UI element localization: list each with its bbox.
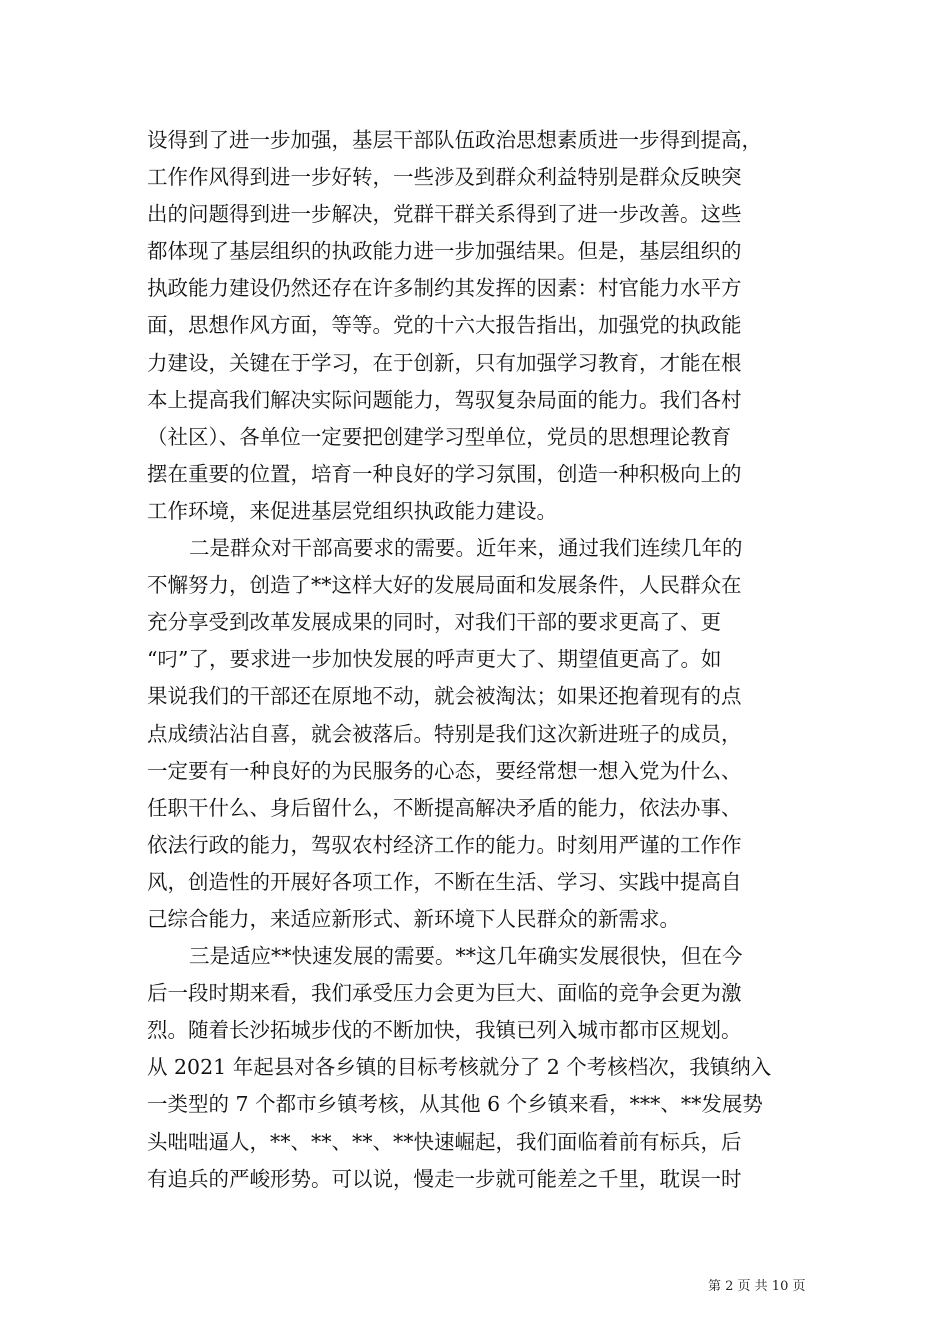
text-line: 出的问题得到进一步解决，党群干群关系得到了进一步改善。这些 xyxy=(147,202,742,227)
text-line: 后一段时期来看，我们承受压力会更为巨大、面临的竞争会更为激 xyxy=(147,981,742,1006)
text-line: “叼”了，要求进一步加快发展的呼声更大了、期望值更高了。如 xyxy=(147,647,722,672)
text-line: 本上提高我们解决实际问题能力，驾驭复杂局面的能力。我们各村 xyxy=(147,387,742,412)
document-body xyxy=(147,122,812,1198)
text-line: 面，思想作风方面，等等。党的十六大报告指出，加强党的执政能 xyxy=(147,313,742,338)
paragraph-first-line: 二是群众对干部高要求的需要。近年来，通过我们连续几年的 xyxy=(189,536,743,561)
paragraph-first-line: 三是适应**快速发展的需要。**这几年确实发展很快，但在今 xyxy=(189,944,743,969)
text-line: 己综合能力，来适应新形式、新环境下人民群众的新需求。 xyxy=(147,906,680,931)
text-line: 都体现了基层组织的执政能力进一步加强结果。但是，基层组织的 xyxy=(147,239,742,264)
text-line: 任职干什么、身后留什么，不断提高解决矛盾的能力，依法办事、 xyxy=(147,795,742,820)
text-line: 不懈努力，创造了**这样大好的发展局面和发展条件，人民群众在 xyxy=(147,573,742,598)
text-line: （社区）、各单位一定要把创建学习型单位，党员的思想理论教育 xyxy=(147,424,732,449)
text-line: 充分享受到改革发展成果的同时，对我们干部的要求更高了、更 xyxy=(147,610,721,635)
text-line: 从 2021 年起县对各乡镇的目标考核就分了 2 个考核档次，我镇纳入 xyxy=(147,1055,772,1080)
text-line: 依法行政的能力，驾驭农村经济工作的能力。时刻用严谨的工作作 xyxy=(147,832,742,857)
text-line: 一定要有一种良好的为民服务的心态，要经常想一想入党为什么、 xyxy=(147,758,742,783)
page-number-footer: 第 2 页 共 10 页 xyxy=(708,1279,806,1294)
text-line: 烈。随着长沙拓城步伐的不断加快，我镇已列入城市都市区规划。 xyxy=(147,1018,742,1043)
text-line: 工作作风得到进一步好转，一些涉及到群众利益特别是群众反映突 xyxy=(147,165,742,190)
text-line: 力建设，关键在于学习，在于创新，只有加强学习教育，才能在根 xyxy=(147,350,742,375)
text-line: 摆在重要的位置，培育一种良好的学习氛围，创造一种积极向上的 xyxy=(147,461,742,486)
text-line: 有追兵的严峻形势。可以说，慢走一步就可能差之千里，耽误一时 xyxy=(147,1166,742,1191)
text-line: 头咄咄逼人，**、**、**、**快速崛起，我们面临着前有标兵，后 xyxy=(147,1129,742,1154)
text-line: 果说我们的干部还在原地不动，就会被淘汰；如果还抱着现有的点 xyxy=(147,684,742,709)
text-line: 点成绩沾沾自喜，就会被落后。特别是我们这次新进班子的成员， xyxy=(147,721,742,746)
text-line: 一类型的 7 个都市乡镇考核，从其他 6 个乡镇来看，***、**发展势 xyxy=(147,1092,763,1117)
text-line: 工作环境，来促进基层党组织执政能力建设。 xyxy=(147,498,557,523)
text-line: 执政能力建设仍然还存在许多制约其发挥的因素：村官能力水平方 xyxy=(147,276,742,301)
text-line: 设得到了进一步加强，基层干部队伍政治思想素质进一步得到提高， xyxy=(147,128,762,152)
text-line: 风，创造性的开展好各项工作，不断在生活、学习、实践中提高自 xyxy=(147,869,742,894)
